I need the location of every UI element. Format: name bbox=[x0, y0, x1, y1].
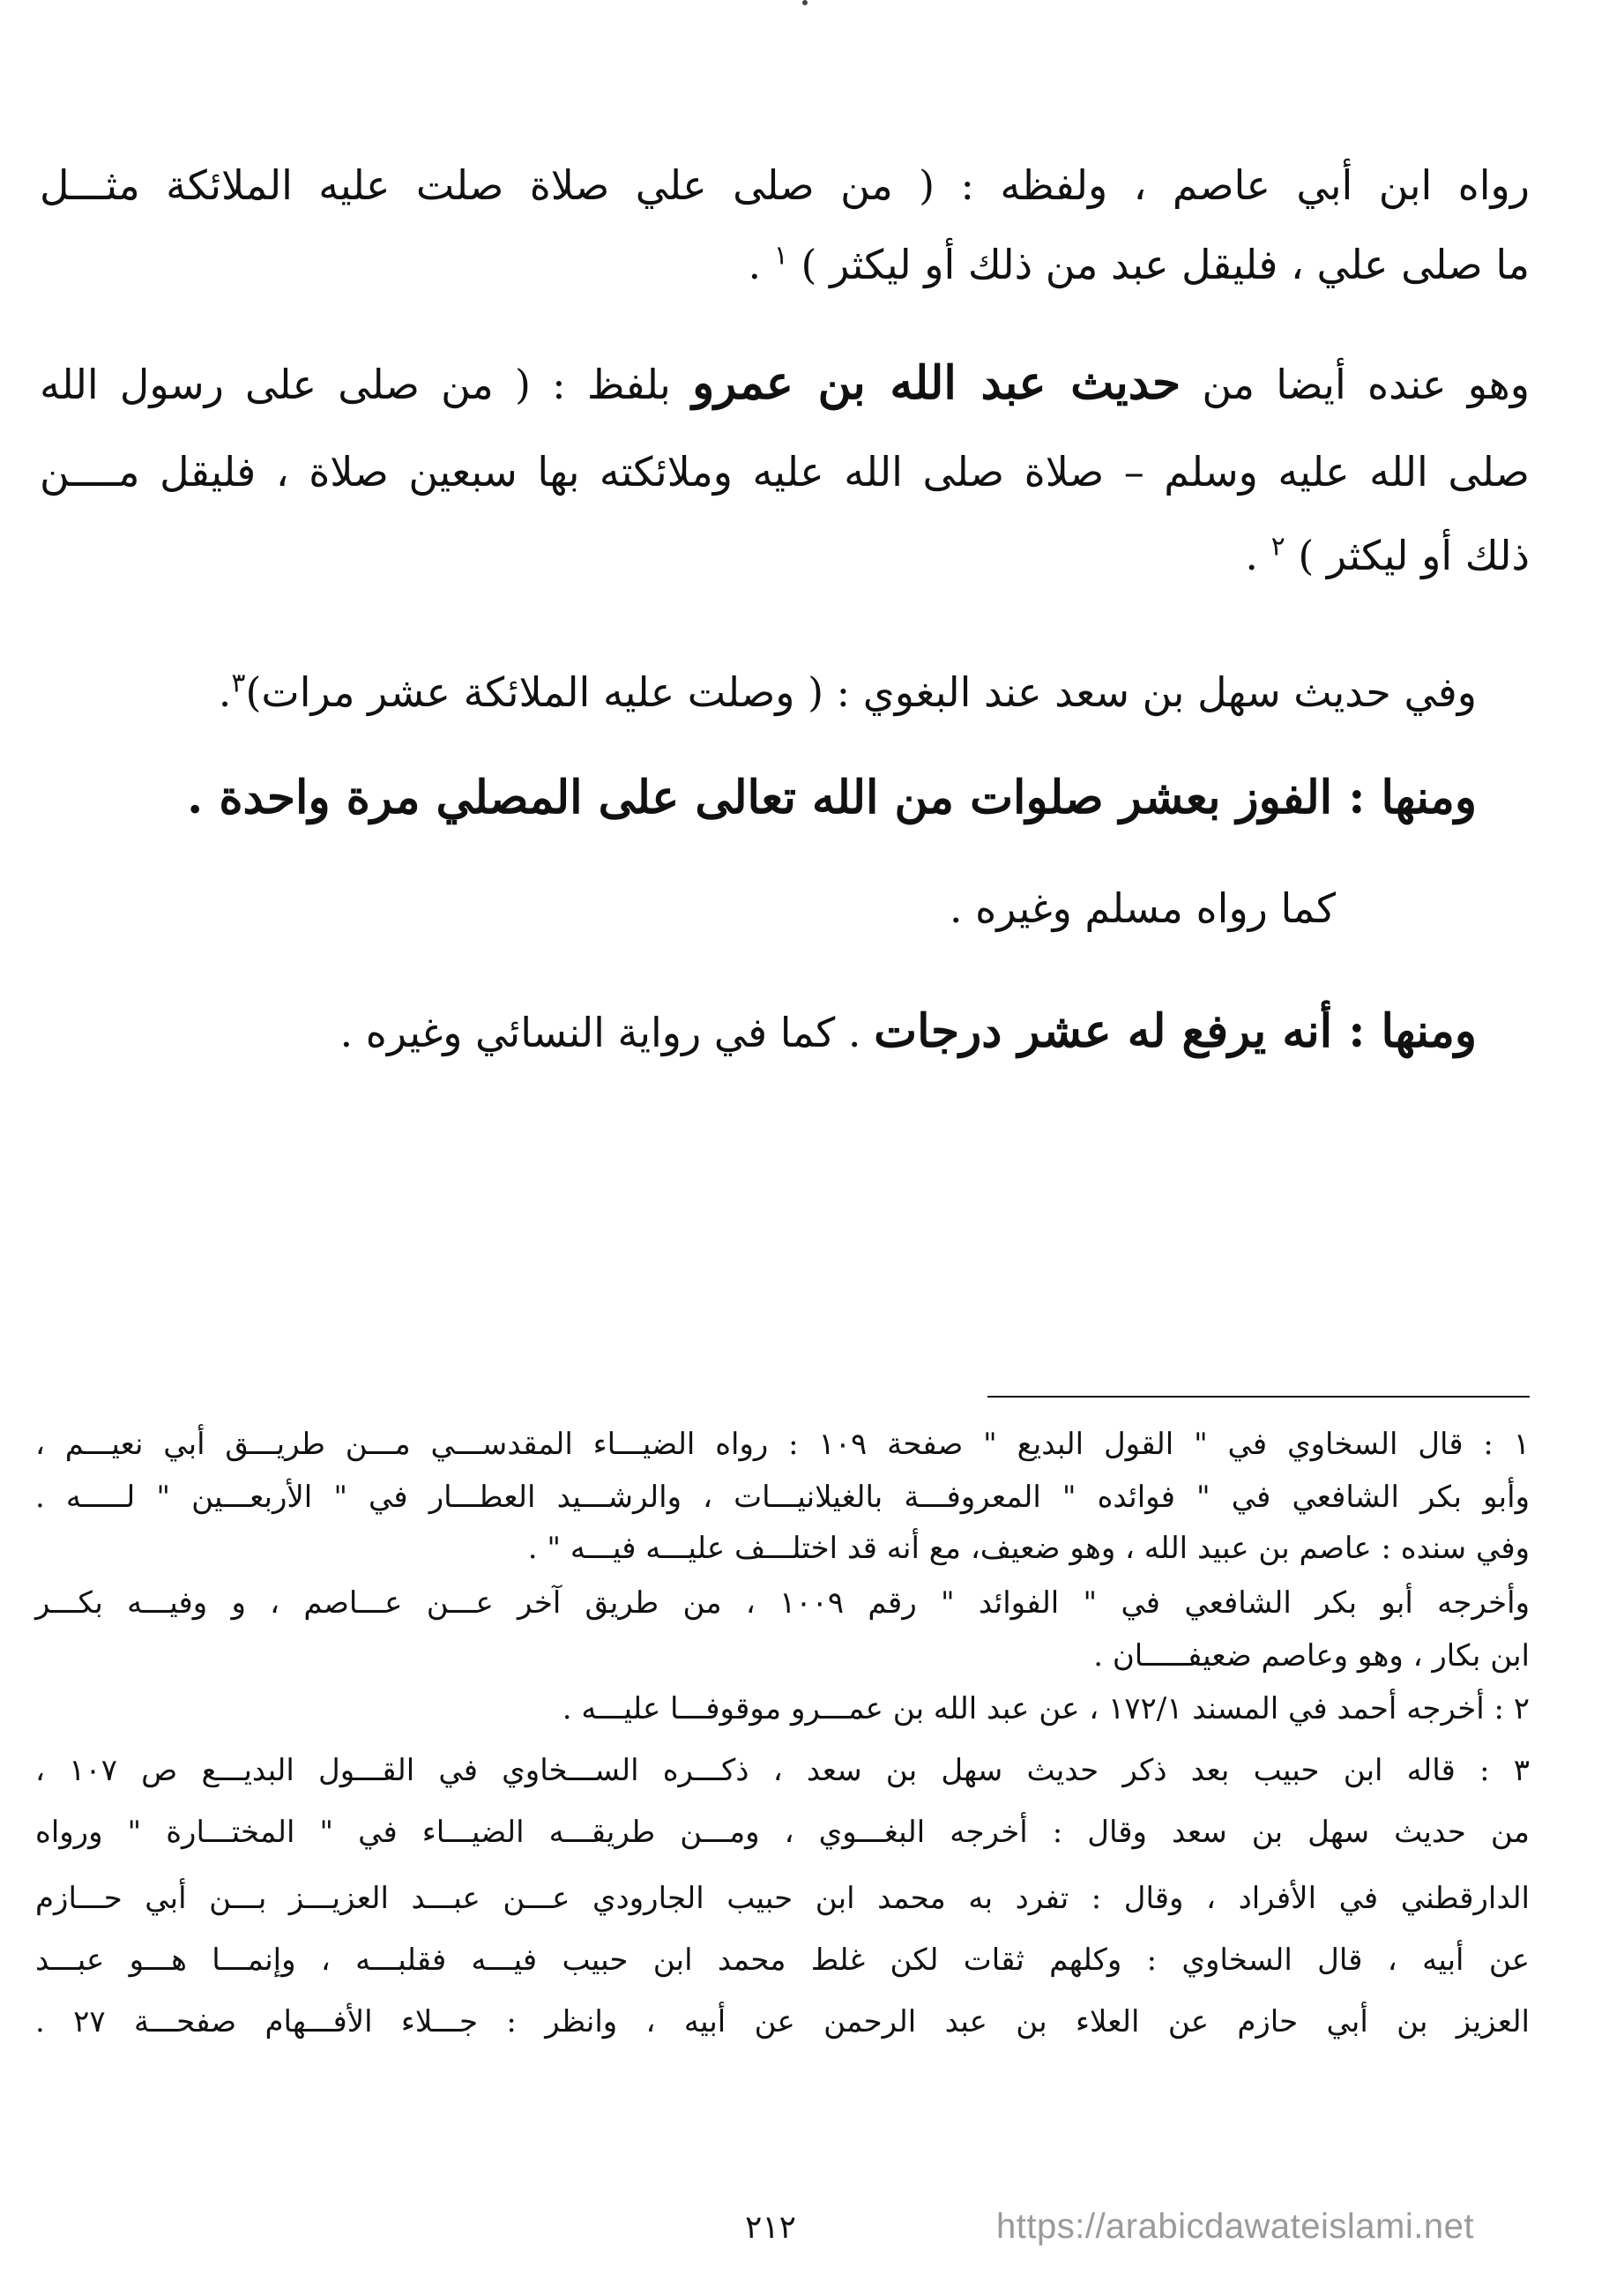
bold-phrase: ومنها : أنه يرفع له عشر درجات bbox=[874, 1004, 1477, 1058]
footnote-line: العزيز بن أبي حازم عن العلاء بن عبد الرحمن عن أبيه ، وانظر : جـــلاء الأفـــهام صفحـــة ٢٧ . bbox=[35, 2004, 1530, 2039]
page-number: ٢١٢ bbox=[745, 2210, 797, 2246]
body-line bbox=[340, 1005, 1477, 1059]
footnote-line: ابن بكار ، وهو وعاصم ضعيفـــــان . bbox=[1093, 1638, 1530, 1674]
body-heading bbox=[187, 772, 1477, 824]
footnote-line: ١ : قال السخاوي في " القول البديع " صفحة ١٠٩ : رواه الضيـــاء المقدســـي مـــن طريـــق أبي نعيـــم ، bbox=[35, 1427, 1530, 1462]
footnote-line: عن أبيه ، قال السخاوي : وكلهم ثقات لكن غلط محمد ابن حبيب فيـــه فقلبـــه ، وإنمـــا هـــو عبـــد bbox=[35, 1942, 1530, 1978]
text-span: كما رواه مسلم وغيره . bbox=[949, 884, 1336, 932]
bold-phrase: حديث عبد الله بن عمرو bbox=[692, 356, 1181, 410]
body-line bbox=[950, 882, 1336, 935]
body-line bbox=[219, 666, 1477, 719]
footnote-line: ٢ : أخرجه أحمد في المسند ١٧٢/١ ، عن عبد الله بن عمـــرو موقوفـــا عليـــه . bbox=[562, 1691, 1530, 1726]
watermark-url: https://arabicdawateislami.net bbox=[996, 2207, 1474, 2246]
text-span: . bbox=[218, 668, 232, 716]
body-line bbox=[40, 159, 1530, 212]
footnote-line: وأبو بكر الشافعي في " فوائده " المعروفـــة بالغيلانيـــات ، والرشـــيد العطـــار في " الأربعـــين " لـــــه . bbox=[35, 1480, 1530, 1515]
text-span: بلفظ : ( من صلى على رسول الله bbox=[40, 361, 671, 408]
text-span: . كما في رواية النسائي وغيره . bbox=[339, 1009, 861, 1056]
text-span: رواه ابن أبي عاصم ، ولفظه : ( من صلى علي صلاة صلت عليه الملائكة مثـــل bbox=[40, 161, 1530, 209]
body-line bbox=[749, 238, 1530, 291]
footnote-line: ٣ : قاله ابن حبيب بعد ذكر حديث سهل بن سعد ، ذكـــره الســـخاوي في القـــول البديـــع ص ١٠٧ ، bbox=[35, 1753, 1530, 1788]
text-span: صلى الله عليه وسلم – صلاة صلى الله عليه وملائكته بها سبعين صلاة ، فليقل مــــن bbox=[40, 448, 1530, 496]
body-line bbox=[40, 445, 1530, 498]
footnote-ref: ٢ bbox=[1270, 531, 1285, 563]
body-line bbox=[1245, 529, 1530, 582]
text-span: وفي حديث سهل بن سعد عند البغوي : ( وصلت عليه الملائكة عشر مرات) bbox=[245, 668, 1477, 716]
footnote-line: وفي سنده : عاصم بن عبيد الله ، وهو ضعيف، مع أنه قد اختلـــف عليـــه فيـــه " . bbox=[527, 1531, 1530, 1566]
footnote-line: وأخرجه أبو بكر الشافعي في " الفوائد " رقم ١٠٠٩ ، من طريق آخر عـــن عـــاصم ، و وفيـــه بكـــر bbox=[35, 1585, 1530, 1621]
footnote-line: الدارقطني في الأفراد ، وقال : تفرد به محمد ابن حبيب الجارودي عـــن عبـــد العزيـــز بـــن أبي حـــازم bbox=[35, 1881, 1530, 1916]
text-span: ومنها : الفوز بعشر صلوات من الله تعالى على المصلي مرة واحدة . bbox=[187, 771, 1477, 824]
text-span: ذلك أو ليكثر ) bbox=[1298, 532, 1530, 579]
footnote-line: من حديث سهل بن سعد وقال : أخرجه البغـــوي ، ومـــن طريقـــه الضيـــاء في " المختـــارة " ورواه bbox=[35, 1815, 1530, 1850]
text-span: . bbox=[1245, 532, 1258, 579]
body-line bbox=[40, 357, 1530, 411]
footnote-ref: ٣ bbox=[231, 667, 246, 699]
footnote-ref: ١ bbox=[773, 240, 788, 272]
footnote-separator bbox=[987, 1396, 1530, 1398]
text-span: وهو عنده أيضا من bbox=[1202, 361, 1530, 408]
scan-mark bbox=[802, 0, 808, 5]
text-span: . bbox=[748, 241, 762, 288]
text-span: ما صلى علي ، فليقل عبد من ذلك أو ليكثر ) bbox=[801, 241, 1530, 288]
